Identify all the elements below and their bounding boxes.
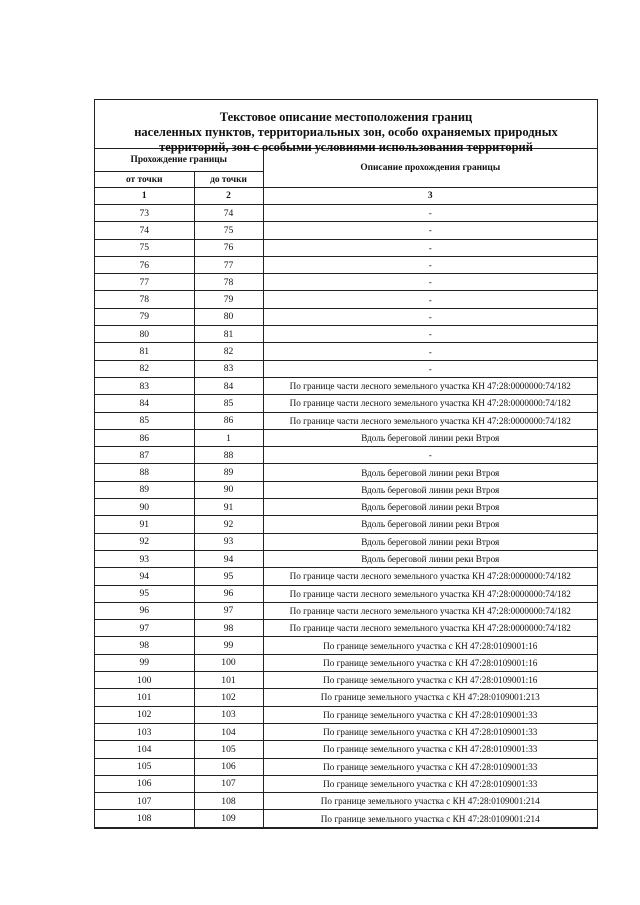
row-to-point: 84 (194, 377, 263, 394)
row-description: - (263, 447, 597, 464)
row-to-point: 91 (194, 499, 263, 516)
table-row (95, 550, 597, 567)
table-row (95, 568, 597, 585)
row-from-point: 91 (95, 516, 194, 533)
row-description: Вдоль береговой линии реки Втроя (263, 499, 597, 516)
row-description: - (263, 239, 597, 256)
row-to-point: 107 (194, 775, 263, 792)
row-to-point: 86 (194, 412, 263, 429)
row-from-point: 103 (95, 723, 194, 740)
row-description: По границе земельного участка с КН 47:28:0109001:214 (263, 810, 597, 827)
title-line-3: территорий, зон с особыми условиями использования территорий (159, 140, 533, 154)
row-description: Вдоль береговой линии реки Втроя (263, 429, 597, 446)
row-to-point: 76 (194, 239, 263, 256)
row-from-point: 88 (95, 464, 194, 481)
header-passage: Прохождение границы (95, 149, 263, 172)
header-col-number-3: 3 (263, 188, 597, 205)
row-from-point: 101 (95, 689, 194, 706)
document-title (95, 100, 597, 154)
row-from-point: 73 (95, 205, 194, 222)
row-description: - (263, 274, 597, 291)
table-body (95, 205, 597, 828)
table-row (95, 205, 597, 222)
row-description: По границе земельного участка с КН 47:28:0109001:214 (263, 793, 597, 810)
row-from-point: 95 (95, 585, 194, 602)
row-description: По границе части лесного земельного участка КН 47:28:0000000:74/182 (263, 395, 597, 412)
row-from-point: 96 (95, 602, 194, 619)
table-row (95, 602, 597, 619)
row-description: По границе земельного участка с КН 47:28:0109001:16 (263, 672, 597, 689)
row-description: - (263, 222, 597, 239)
row-to-point: 88 (194, 447, 263, 464)
row-to-point: 75 (194, 222, 263, 239)
row-to-point: 89 (194, 464, 263, 481)
table-row (95, 291, 597, 308)
row-to-point: 1 (194, 429, 263, 446)
table-row (95, 326, 597, 343)
row-from-point: 77 (95, 274, 194, 291)
row-description: - (263, 343, 597, 360)
row-description: По границе части лесного земельного участка КН 47:28:0000000:74/182 (263, 377, 597, 394)
row-description: Вдоль береговой линии реки Втроя (263, 481, 597, 498)
row-to-point: 78 (194, 274, 263, 291)
row-to-point: 109 (194, 810, 263, 827)
row-to-point: 85 (194, 395, 263, 412)
row-description: По границе земельного участка с КН 47:28:0109001:16 (263, 637, 597, 654)
title-line-1: Текстовое описание местоположения границ (219, 110, 473, 124)
row-to-point: 102 (194, 689, 263, 706)
row-to-point: 74 (194, 205, 263, 222)
row-description: По границе части лесного земельного участка КН 47:28:0000000:74/182 (263, 412, 597, 429)
row-from-point: 97 (95, 620, 194, 637)
row-from-point: 76 (95, 256, 194, 273)
table-row (95, 499, 597, 516)
table-row (95, 672, 597, 689)
row-to-point: 93 (194, 533, 263, 550)
table-row (95, 481, 597, 498)
row-from-point: 94 (95, 568, 194, 585)
row-to-point: 106 (194, 758, 263, 775)
table-row (95, 533, 597, 550)
row-from-point: 78 (95, 291, 194, 308)
row-from-point: 84 (95, 395, 194, 412)
row-to-point: 92 (194, 516, 263, 533)
row-from-point: 104 (95, 741, 194, 758)
row-from-point: 90 (95, 499, 194, 516)
row-to-point: 95 (194, 568, 263, 585)
table-row (95, 637, 597, 654)
row-from-point: 89 (95, 481, 194, 498)
table-row (95, 723, 597, 740)
row-to-point: 83 (194, 360, 263, 377)
row-to-point: 99 (194, 637, 263, 654)
row-to-point: 90 (194, 481, 263, 498)
row-description: По границе земельного участка с КН 47:28:0109001:213 (263, 689, 597, 706)
table-row (95, 464, 597, 481)
row-description: По границе части лесного земельного участка КН 47:28:0000000:74/182 (263, 620, 597, 637)
row-description: Вдоль береговой линии реки Втроя (263, 464, 597, 481)
row-from-point: 99 (95, 654, 194, 671)
title-line-2: населенных пунктов, территориальных зон, особо охраняемых природных (134, 125, 558, 139)
header-description: Описание прохождения границы (263, 149, 597, 188)
row-from-point: 107 (95, 793, 194, 810)
table-row (95, 689, 597, 706)
row-to-point: 105 (194, 741, 263, 758)
header-col-number-1: 1 (95, 188, 194, 205)
row-to-point: 94 (194, 550, 263, 567)
row-to-point: 103 (194, 706, 263, 723)
row-description: - (263, 308, 597, 325)
table-row (95, 239, 597, 256)
row-description: По границе части лесного земельного участка КН 47:28:0000000:74/182 (263, 585, 597, 602)
row-from-point: 93 (95, 550, 194, 567)
row-from-point: 74 (95, 222, 194, 239)
row-description: По границе земельного участка с КН 47:28:0109001:33 (263, 758, 597, 775)
row-to-point: 108 (194, 793, 263, 810)
row-description: Вдоль береговой линии реки Втроя (263, 550, 597, 567)
table-row (95, 741, 597, 758)
table-row (95, 585, 597, 602)
header-col-number-2: 2 (194, 188, 263, 205)
row-description: По границе земельного участка с КН 47:28:0109001:33 (263, 723, 597, 740)
row-from-point: 80 (95, 326, 194, 343)
table-row (95, 429, 597, 446)
row-to-point: 96 (194, 585, 263, 602)
row-to-point: 81 (194, 326, 263, 343)
row-description: По границе земельного участка с КН 47:28:0109001:16 (263, 654, 597, 671)
row-from-point: 85 (95, 412, 194, 429)
row-description: - (263, 360, 597, 377)
row-from-point: 108 (95, 810, 194, 827)
table-row (95, 343, 597, 360)
row-description: По границе части лесного земельного участка КН 47:28:0000000:74/182 (263, 602, 597, 619)
table-row (95, 620, 597, 637)
row-description: По границе земельного участка с КН 47:28:0109001:33 (263, 775, 597, 792)
table-row (95, 395, 597, 412)
row-from-point: 79 (95, 308, 194, 325)
row-to-point: 104 (194, 723, 263, 740)
row-to-point: 98 (194, 620, 263, 637)
row-from-point: 98 (95, 637, 194, 654)
document-frame (94, 99, 598, 829)
row-description: По границе земельного участка с КН 47:28:0109001:33 (263, 706, 597, 723)
row-description: Вдоль береговой линии реки Втроя (263, 533, 597, 550)
row-description: Вдоль береговой линии реки Втроя (263, 516, 597, 533)
row-description: По границе земельного участка с КН 47:28:0109001:33 (263, 741, 597, 758)
table-row (95, 706, 597, 723)
row-to-point: 79 (194, 291, 263, 308)
table-row (95, 810, 597, 827)
row-from-point: 83 (95, 377, 194, 394)
table-row (95, 793, 597, 810)
row-to-point: 100 (194, 654, 263, 671)
boundary-table (95, 148, 597, 828)
row-description: По границе части лесного земельного участка КН 47:28:0000000:74/182 (263, 568, 597, 585)
table-row (95, 377, 597, 394)
row-description: - (263, 291, 597, 308)
row-from-point: 75 (95, 239, 194, 256)
row-description: - (263, 205, 597, 222)
table-row (95, 256, 597, 273)
row-description: - (263, 326, 597, 343)
table-row (95, 758, 597, 775)
header-to-point: до точки (194, 172, 263, 188)
row-description: - (263, 256, 597, 273)
row-from-point: 105 (95, 758, 194, 775)
table-row (95, 447, 597, 464)
row-from-point: 87 (95, 447, 194, 464)
row-to-point: 80 (194, 308, 263, 325)
table-row (95, 412, 597, 429)
header-from-point: от точки (95, 172, 194, 188)
row-to-point: 97 (194, 602, 263, 619)
table-row (95, 360, 597, 377)
row-to-point: 82 (194, 343, 263, 360)
table-row (95, 654, 597, 671)
table-row (95, 516, 597, 533)
row-to-point: 77 (194, 256, 263, 273)
row-from-point: 102 (95, 706, 194, 723)
row-from-point: 81 (95, 343, 194, 360)
table-row (95, 274, 597, 291)
row-from-point: 82 (95, 360, 194, 377)
table-row (95, 222, 597, 239)
row-from-point: 100 (95, 672, 194, 689)
row-from-point: 86 (95, 429, 194, 446)
table-row (95, 308, 597, 325)
row-from-point: 106 (95, 775, 194, 792)
row-from-point: 92 (95, 533, 194, 550)
row-to-point: 101 (194, 672, 263, 689)
table-row (95, 775, 597, 792)
